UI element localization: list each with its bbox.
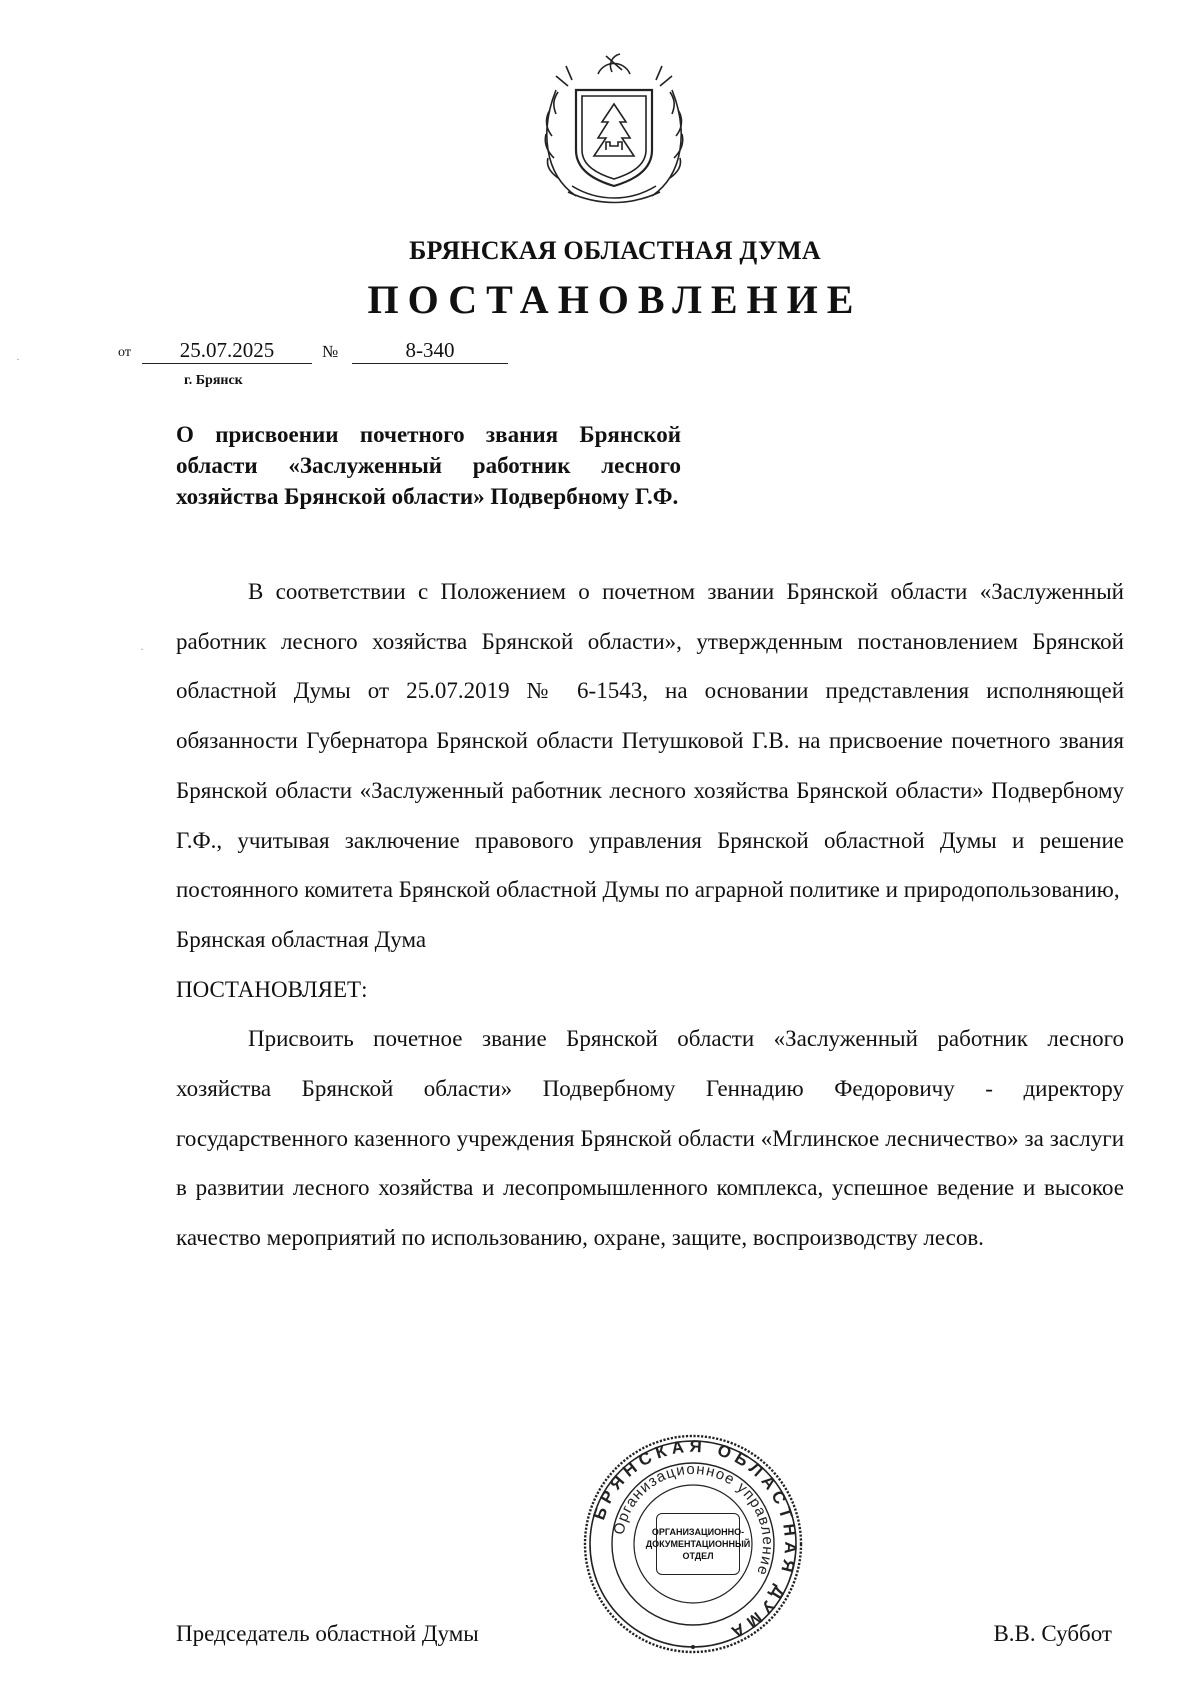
coat-of-arms-icon	[538, 46, 690, 204]
date-label: от	[118, 345, 131, 360]
document-meta	[0, 339, 1200, 363]
seal-outer-text: БРЯНСКАЯ ОБЛАСТНАЯ ДУМА	[589, 1436, 801, 1644]
number-label: №	[322, 342, 339, 361]
signatory-position: Председатель областной Думы	[176, 1621, 479, 1646]
document-number: 8-340	[352, 339, 508, 364]
scan-mark: ·	[140, 642, 144, 656]
resolves-line: ПОСТАНОВЛЯЕТ:	[176, 976, 368, 1002]
scan-mark: ·	[16, 352, 20, 366]
seal-inner-text: Организационное управление	[610, 1460, 777, 1579]
seal-center-text: ОРГАНИЗАЦИОННО- ДОКУМЕНТАЦИОННЫЙ ОТДЕЛ	[656, 1513, 740, 1575]
document-body	[176, 567, 1124, 1263]
issuer-line: Брянская областная Дума	[176, 926, 427, 952]
document-subject: О присвоении почетного звания Брянской области «Заслуженный работник лесного хозяйства Брянской области» Подвербному Г.Ф.	[176, 422, 681, 509]
signatory-name: В.В. Суббот	[993, 1621, 1112, 1646]
resolution-paragraph: Присвоить почетное звание Брянской области «Заслуженный работник лесного хозяйства Брянской области» Подвербному Геннадию Федоровичу - директору государственного казенного учреждения Брянской области «Мглинское лесничество» за заслуги в развитии лесного хозяйства и лесопромышленного комплекса, успешное ведение и высокое качество мероприятий по использованию, охране, защите, воспроизводству лесов.	[176, 1026, 1124, 1251]
document-type: ПОСТАНОВЛЕНИЕ	[367, 277, 863, 322]
document-city: г. Брянск	[184, 373, 243, 388]
document-date: 25.07.2025	[142, 339, 312, 364]
preamble-paragraph: В соответствии с Положением о почетном звании Брянской области «Заслуженный работник лесного хозяйства Брянской области», утвержденным постановлением Брянской областной Думы от 25.07.2019 № 6-1543, на основании представления исполняющей обязанности Губернатора Брянской области Петушковой Г.В. на присвоение почетного звания Брянской области «Заслуженный работник лесного хозяйства Брянской области» Подвербному Г.Ф., учитывая заключение правового управления Брянской областной Думы и решение постоянного комитета Брянской областной Думы по аграрной политике и природопользованию,	[176, 579, 1124, 903]
organization-name: БРЯНСКАЯ ОБЛАСТНАЯ ДУМА	[409, 236, 821, 265]
